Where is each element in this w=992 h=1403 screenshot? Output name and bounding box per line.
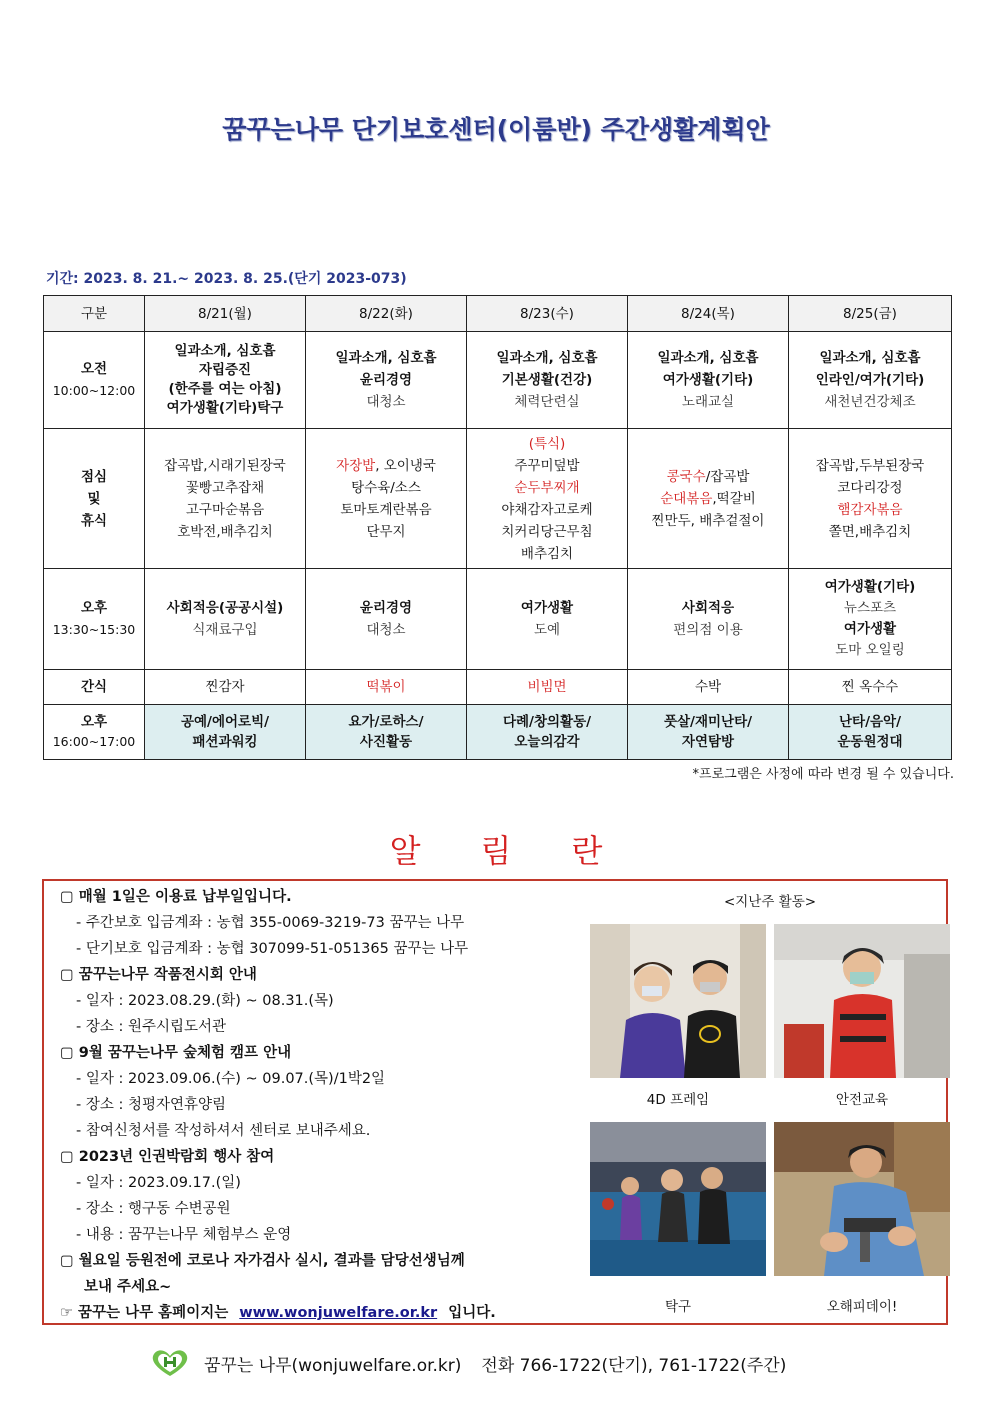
- snack-tue: 떡볶이: [306, 670, 467, 705]
- lunch-tue: 자장밥, 오이냉국 탕수육/소스 토마토계란볶음 단무지: [306, 429, 467, 569]
- header-fri: 8/25(금): [789, 296, 952, 332]
- page-title: 꿈꾸는나무 단기보호센터(이룸반) 주간생활계획안: [222, 115, 770, 144]
- notice-item: - 장소 : 원주시립도서관: [76, 1019, 227, 1035]
- notice-item: - 일자 : 2023.08.29.(화) ~ 08.31.(목): [76, 993, 334, 1009]
- afternoon-label: 오후 13:30~15:30: [44, 569, 145, 670]
- footer: [150, 1348, 786, 1378]
- notice-item: 보내 주세요~: [84, 1279, 172, 1295]
- snack-row: [44, 670, 952, 705]
- snack-mon: 찐감자: [145, 670, 306, 705]
- photo-4d-frame: [590, 924, 766, 1078]
- snack-fri: 찐 옥수수: [789, 670, 952, 705]
- homepage-link[interactable]: www.wonjuwelfare.or.kr: [239, 1305, 438, 1321]
- notice-item: - 일자 : 2023.09.06.(수) ~ 09.07.(목)/1박2일: [76, 1071, 386, 1087]
- header-thu: 8/24(목): [628, 296, 789, 332]
- morning-mon: 일과소개, 심호흡 자립증진 (한주를 여는 아침) 여가생활(기타)탁구: [145, 332, 306, 429]
- change-note: *프로그램은 사정에 따라 변경 될 수 있습니다.: [692, 767, 954, 782]
- photo-safety-education: [774, 924, 950, 1078]
- notice-item: - 장소 : 행구동 수변공원: [76, 1201, 231, 1217]
- morning-thu: 일과소개, 심호흡 여가생활(기타) 노래교실: [628, 332, 789, 429]
- morning-wed: 일과소개, 심호흡 기본생활(건강) 체력단련실: [467, 332, 628, 429]
- lunch-mon: 잡곡밥,시래기된장국 꽃빵고추잡채 고구마순볶음 호박전,배추김치: [145, 429, 306, 569]
- morning-row: [44, 332, 952, 429]
- lunch-fri: 잡곡밥,두부된장국 코다리강정 햄감자볶음 쫄면,배추김치: [789, 429, 952, 569]
- notice-item: - 주간보호 입금계좌 : 농협 355-0069-3219-73 꿈꾸는 나무: [76, 915, 465, 931]
- notice-item: - 내용 : 꿈꾸는나무 체험부스 운영: [76, 1227, 292, 1243]
- afternoon-row: [44, 569, 952, 670]
- notice-item: ▢ 매월 1일은 이용료 납부일입니다.: [60, 889, 292, 905]
- photo-happy-day: [774, 1122, 950, 1276]
- afternoon-fri: 여가생활(기타) 뉴스포츠 여가생활 도마 오일링: [789, 569, 952, 670]
- late-mon: 공예/에어로빅/ 패션과워킹: [145, 705, 306, 760]
- afternoon-tue: 윤리경영 대청소: [306, 569, 467, 670]
- notice-item: ▢ 2023년 인권박람회 행사 참여: [60, 1149, 275, 1165]
- header-wed: 8/23(수): [467, 296, 628, 332]
- lunch-row: [44, 429, 952, 569]
- late-fri: 난타/음악/ 운동원정대: [789, 705, 952, 760]
- caption-safety-education: 안전교육: [835, 1092, 889, 1108]
- afternoon-thu: 사회적응 편의점 이용: [628, 569, 789, 670]
- late-tue: 요가/로하스/ 사진활동: [306, 705, 467, 760]
- afternoon-mon: 사회적응(공공시설) 식재료구입: [145, 569, 306, 670]
- notice-item: ▢ 꿈꾸는나무 작품전시회 안내: [60, 967, 257, 983]
- caption-4d-frame: 4D 프레임: [646, 1092, 710, 1108]
- caption-table-tennis: 탁구: [664, 1299, 692, 1315]
- afternoon-wed: 여가생활 도예: [467, 569, 628, 670]
- snack-thu: 수박: [628, 670, 789, 705]
- morning-fri: 일과소개, 심호흡 인라인/여가(기타) 새천년건강체조: [789, 332, 952, 429]
- heart-logo-icon: [150, 1348, 190, 1378]
- notice-item: - 장소 : 청평자연휴양림: [76, 1097, 227, 1113]
- header-tue: 8/22(화): [306, 296, 467, 332]
- header-category: 구분: [44, 296, 145, 332]
- header-mon: 8/21(월): [145, 296, 306, 332]
- caption-happy-day: 오해피데이!: [826, 1299, 898, 1315]
- homepage-line: ☞ 꿈꾸는 나무 홈페이지는 www.wonjuwelfare.or.kr 입니다.: [60, 1305, 496, 1321]
- lunch-label: 점심 및 휴식: [44, 429, 145, 569]
- footer-org: 꿈꾸는 나무(wonjuwelfare.or.kr): [204, 1355, 462, 1376]
- footer-phone: 전화 766-1722(단기), 761-1722(주간): [481, 1355, 787, 1376]
- notice-item: - 일자 : 2023.09.17.(일): [76, 1175, 241, 1191]
- notice-item: - 단기보호 입금계좌 : 농협 307099-51-051365 꿈꾸는 나무: [76, 941, 469, 957]
- lunch-thu: 콩국수/잡곡밥 순대볶음,떡갈비 찐만두, 배추겉절이: [628, 429, 789, 569]
- morning-label: 오전 10:00~12:00: [44, 332, 145, 429]
- lunch-wed: (특식) 주꾸미덮밥 순두부찌개 야채감자고로케 치커리당근무침 배추김치: [467, 429, 628, 569]
- late-afternoon-row: [44, 705, 952, 760]
- notice-list: [60, 884, 580, 1326]
- snack-label: 간식: [44, 670, 145, 705]
- late-wed: 다례/창의활동/ 오늘의감각: [467, 705, 628, 760]
- notice-item: ▢ 9월 꿈꾸는나무 숲체험 캠프 안내: [60, 1045, 292, 1061]
- notice-title: 알림란: [389, 832, 663, 870]
- morning-tue: 일과소개, 심호흡 윤리경영 대청소: [306, 332, 467, 429]
- notice-item: - 참여신청서를 작성하셔서 센터로 보내주세요.: [76, 1123, 371, 1139]
- header-row: [44, 296, 952, 332]
- snack-wed: 비빔면: [467, 670, 628, 705]
- photo-table-tennis: [590, 1122, 766, 1276]
- weekly-schedule-table: [43, 295, 952, 760]
- gallery-title: <지난주 활동>: [723, 894, 817, 910]
- late-label: 오후 16:00~17:00: [44, 705, 145, 760]
- period-label: 기간: 2023. 8. 21.~ 2023. 8. 25.(단기 2023-073): [46, 271, 407, 287]
- notice-item: ▢ 월요일 등원전에 코로나 자가검사 실시, 결과를 담당선생님께: [60, 1253, 465, 1269]
- late-thu: 풋살/재미난타/ 자연탐방: [628, 705, 789, 760]
